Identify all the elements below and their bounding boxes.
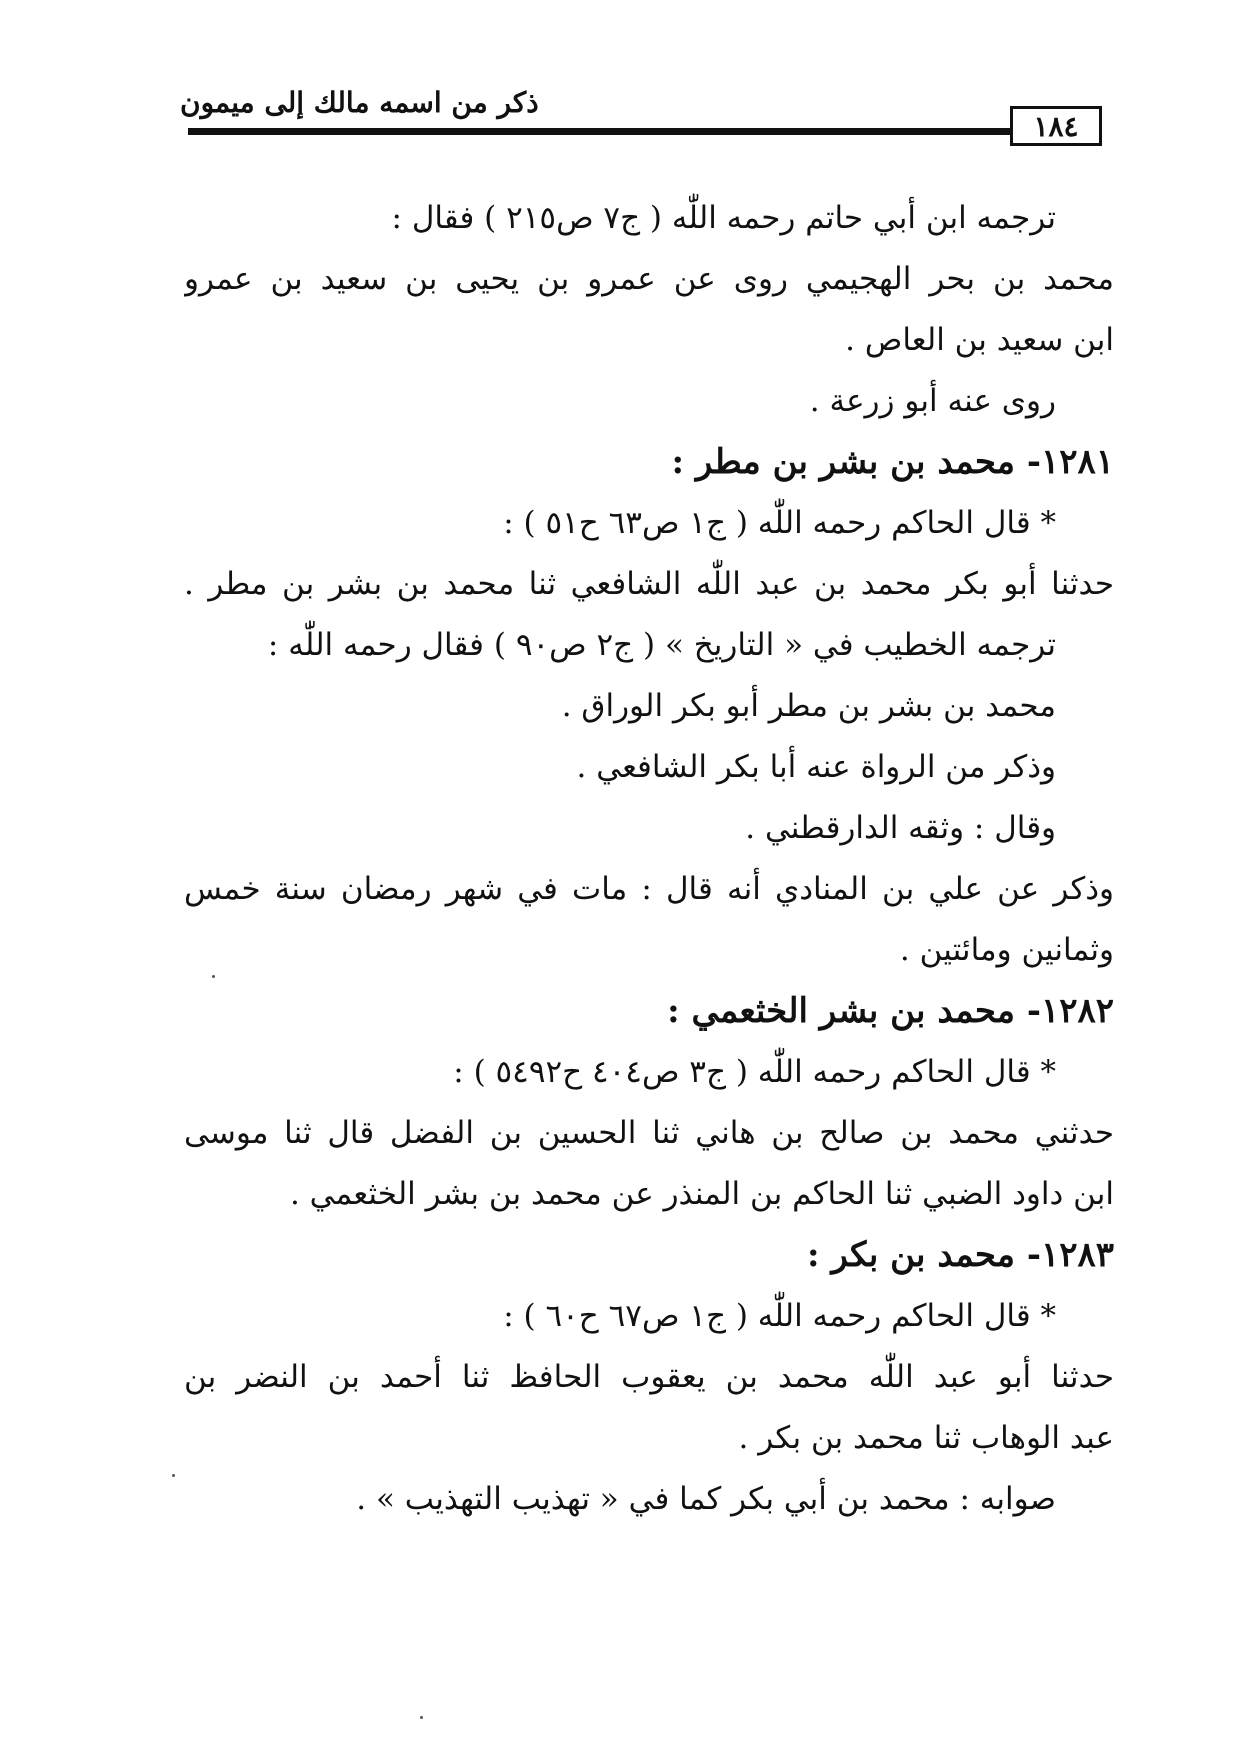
text-line: حدثني محمد بن صالح بن هاني ثنا الحسين بن الفضل قال ثنا موسى <box>184 1115 1114 1151</box>
text-line: محمد بن بحر الهجيمي روى عن عمرو بن يحيى بن سعيد بن عمرو <box>184 261 1114 297</box>
entry-heading: ١٢٨٣- محمد بن بكر : <box>806 1235 1114 1275</box>
header-rule <box>188 128 1014 135</box>
text-line: وذكر عن علي بن المنادي أنه قال : مات في شهر رمضان سنة خمس <box>184 871 1114 907</box>
scan-speck <box>212 975 215 978</box>
text-line: * قال الحاكم رحمه اللّٰه ( ج١ ص٦٣ ح٥١ ) : <box>503 505 1056 541</box>
text-line: حدثنا أبو بكر محمد بن عبد اللّٰه الشافعي ثنا محمد بن بشر بن مطر . <box>184 566 1114 602</box>
entry-heading: ١٢٨١- محمد بن بشر بن مطر : <box>671 442 1114 482</box>
text-line: وقال : وثقه الدارقطني . <box>745 810 1056 846</box>
text-line: حدثنا أبو عبد اللّٰه محمد بن يعقوب الحافظ ثنا أحمد بن النضر بن <box>184 1359 1114 1395</box>
text-line: وذكر من الرواة عنه أبا بكر الشافعي . <box>576 749 1056 785</box>
page-number: ١٨٤ <box>1010 106 1102 146</box>
text-line: ترجمه الخطيب في « التاريخ » ( ج٢ ص٩٠ ) فقال رحمه اللّٰه : <box>267 627 1056 663</box>
text-line: وثمانين ومائتين . <box>899 932 1114 968</box>
entry-heading: ١٢٨٢- محمد بن بشر الخثعمي : <box>667 991 1114 1031</box>
text-line: عبد الوهاب ثنا محمد بن بكر . <box>738 1420 1114 1456</box>
text-line: ابن داود الضبي ثنا الحاكم بن المنذر عن محمد بن بشر الخثعمي . <box>289 1176 1114 1212</box>
text-line: محمد بن بشر بن مطر أبو بكر الوراق . <box>561 688 1056 724</box>
text-line: * قال الحاكم رحمه اللّٰه ( ج١ ص٦٧ ح٦٠ ) : <box>503 1298 1056 1334</box>
page-body <box>184 188 1114 1530</box>
scan-speck <box>172 1474 175 1477</box>
scan-speck <box>420 1716 423 1719</box>
text-line: ترجمه ابن أبي حاتم رحمه اللّٰه ( ج٧ ص٢١٥ ) فقال : <box>391 200 1056 236</box>
text-line: صوابه : محمد بن أبي بكر كما في « تهذيب التهذيب » . <box>356 1481 1056 1517</box>
text-line: ابن سعيد بن العاص . <box>845 322 1114 358</box>
running-title: ذكر من اسمه مالك إلى ميمون <box>180 86 539 119</box>
text-line: * قال الحاكم رحمه اللّٰه ( ج٣ ص٤٠٤ ح٥٤٩٢ ) : <box>453 1054 1056 1090</box>
text-line: روى عنه أبو زرعة . <box>809 383 1056 419</box>
